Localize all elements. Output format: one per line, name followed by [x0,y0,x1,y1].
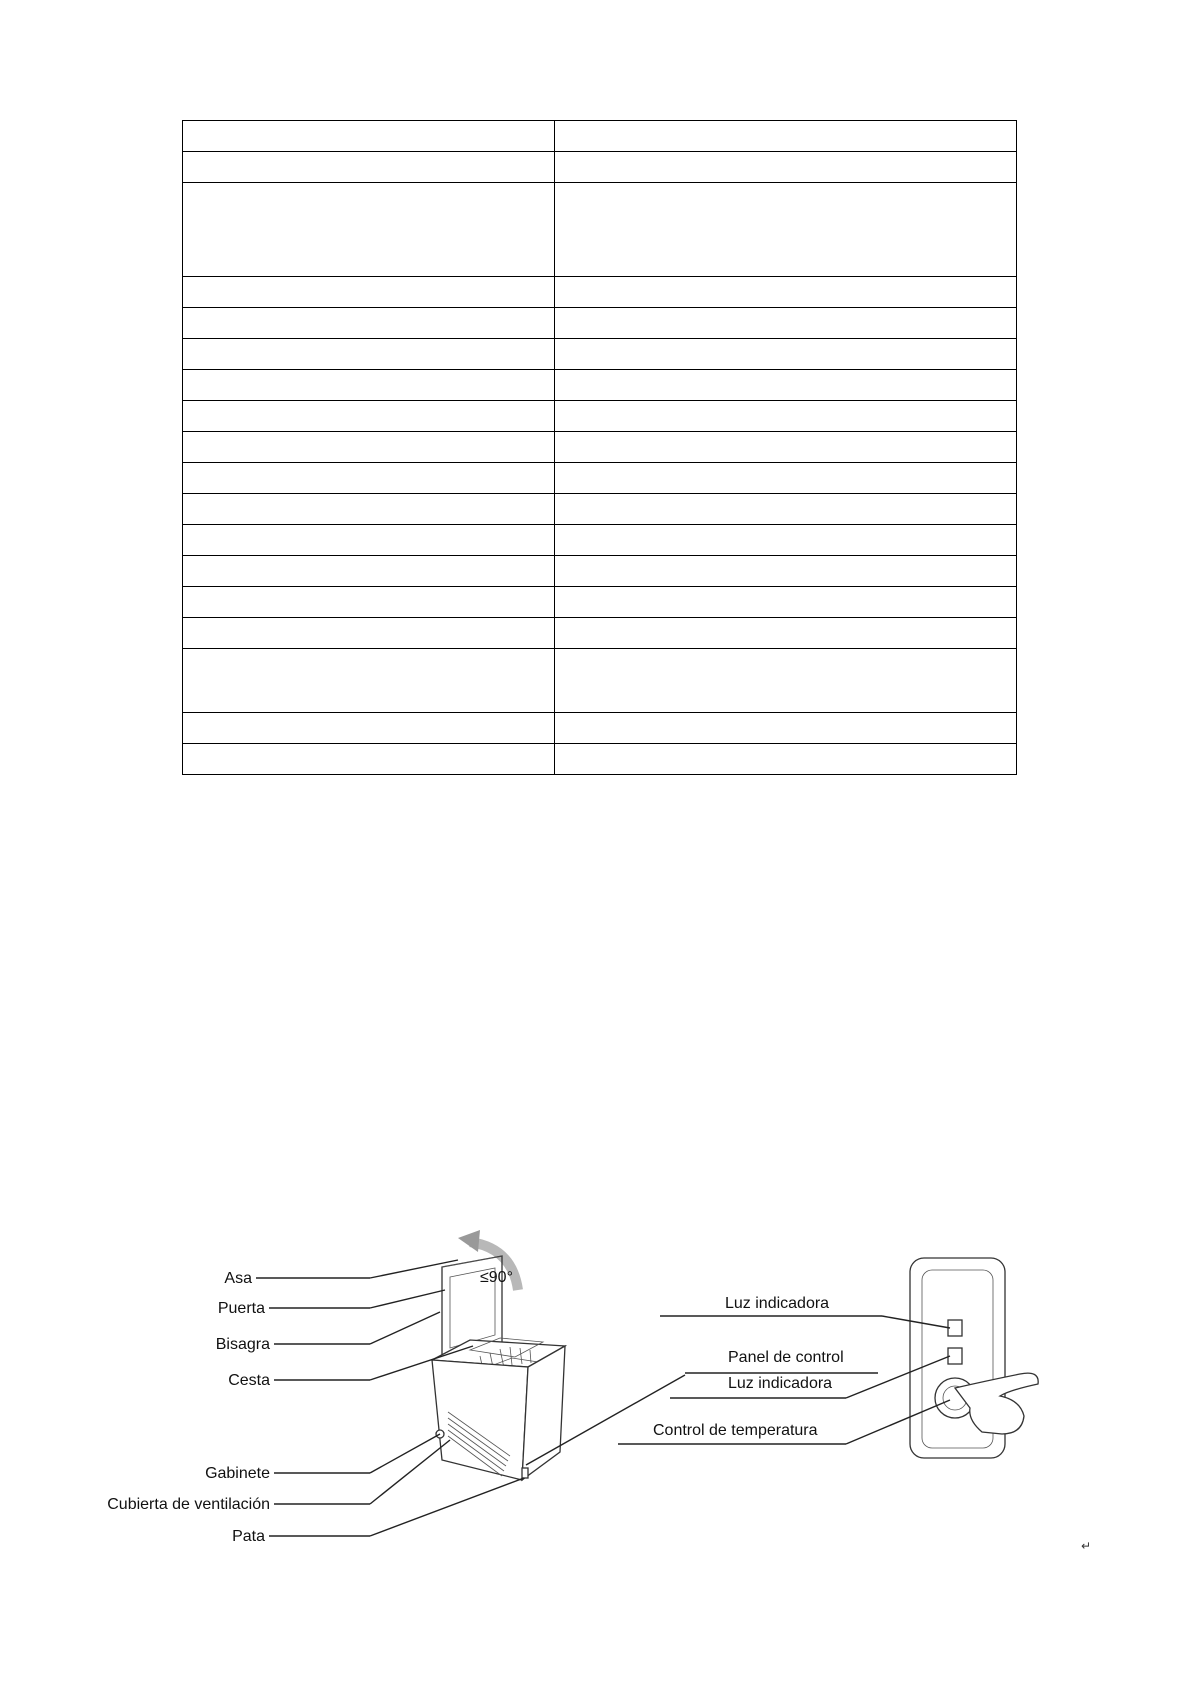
table-row [183,587,1017,618]
table-row [183,463,1017,494]
label-gabinete: Gabinete [205,1465,270,1482]
table-row [183,183,1017,277]
chest-freezer-drawing [432,1230,565,1480]
control-panel-drawing [910,1258,1038,1458]
table-row [183,370,1017,401]
freezer-leg [522,1468,528,1478]
arrow-head-icon [458,1230,480,1252]
table-row [183,401,1017,432]
table-row [183,713,1017,744]
table-row [183,556,1017,587]
freezer-parts-diagram [107,1220,1040,1545]
angle-label: ≤90° [480,1269,513,1286]
table-row [183,744,1017,775]
return-mark: ↵ [1081,1539,1092,1553]
label-luz-indicadora-1: Luz indicadora [725,1295,830,1312]
table-row [183,339,1017,370]
label-pata: Pata [232,1528,265,1545]
label-cesta: Cesta [228,1372,270,1389]
table-row [183,432,1017,463]
table-row [183,152,1017,183]
label-luz-indicadora-2: Luz indicadora [728,1375,833,1392]
table-row [183,121,1017,152]
label-cubierta-ventilacion: Cubierta de ventilación [107,1496,270,1513]
cabinet-side [522,1346,565,1480]
label-puerta: Puerta [217,1300,265,1317]
indicator-light-1 [948,1320,962,1336]
table-row [183,277,1017,308]
table-row [183,649,1017,713]
cabinet-front [432,1360,528,1480]
table-row [183,494,1017,525]
table-row [183,525,1017,556]
specification-table [182,120,1017,775]
indicator-light-2 [948,1348,962,1364]
label-control-temperatura: Control de temperatura [653,1422,818,1439]
label-panel-de-control: Panel de control [728,1349,844,1366]
table-row [183,618,1017,649]
label-asa: Asa [224,1270,252,1287]
label-bisagra: Bisagra [215,1336,270,1353]
table-row [183,308,1017,339]
